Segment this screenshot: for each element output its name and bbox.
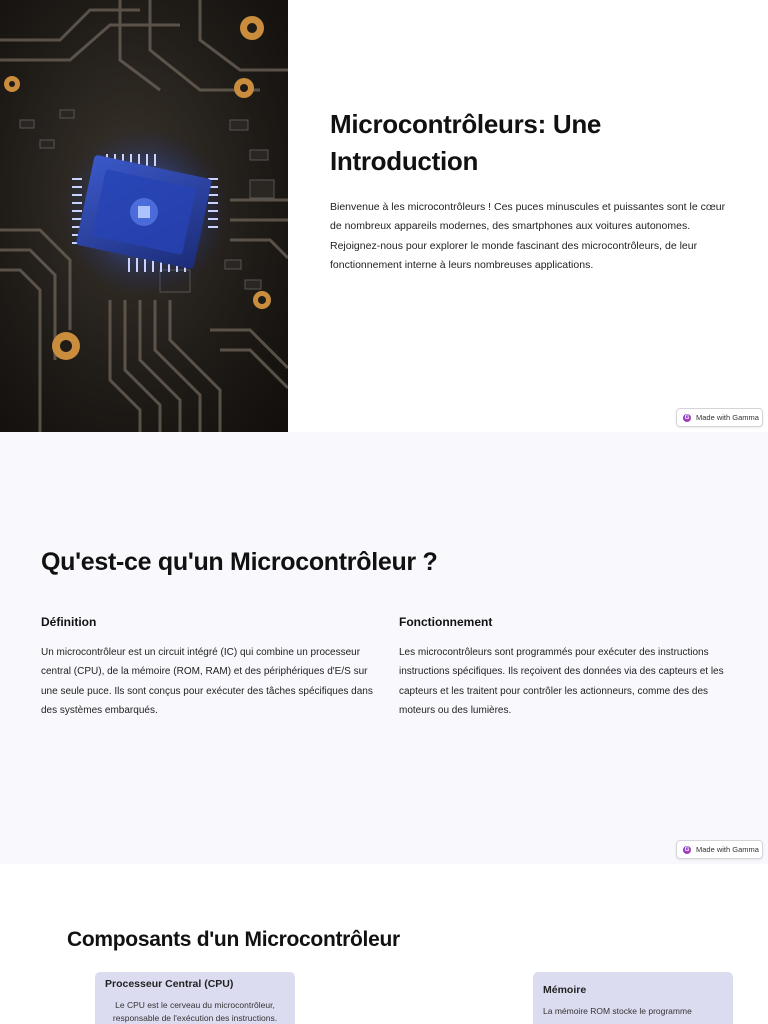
card-text: La mémoire ROM stocke le programme [543, 1006, 692, 1016]
fonctionnement-column [399, 615, 739, 720]
intro-paragraph: Bienvenue à les microcontrôleurs ! Ces puces minuscules et puissantes sont le cœur de nombreux appareils modernes, des smartphones aux voitures autonomes. Rejoignez-nous pour explorer le monde fascinant des microcontrôleurs, de leur fonctionnement interne à leurs nombreuses applications. [330, 201, 726, 271]
made-with-gamma-badge[interactable] [676, 408, 763, 427]
card-heading: Mémoire [543, 984, 587, 996]
slide-intro [0, 0, 768, 432]
definition-heading: Définition [41, 615, 97, 629]
circuit-board-image [0, 0, 288, 432]
section-title: Qu'est-ce qu'un Microcontrôleur ? [41, 548, 438, 576]
page-title: Microcontrôleurs: Une Introduction [330, 109, 602, 176]
card-text: Le CPU est le cerveau du microcontrôleur, responsable de l'exécution des instructions. [112, 1000, 278, 1023]
slide-definition [0, 432, 768, 864]
fonctionnement-heading: Fonctionnement [399, 615, 493, 629]
slide-components [0, 864, 768, 1024]
memory-card [533, 972, 733, 1024]
gamma-logo-icon: G [684, 846, 690, 853]
gamma-logo-icon: G [684, 414, 690, 421]
definition-text: Un microcontrôleur est un circuit intégré (IC) qui combine un processeur central (CPU), de la mémoire (ROM, RAM) et des périphériques d'E/S sur une seule puce. Ils sont conçus pour exécuter des tâches spécifiques dans des systèmes embarqués. [41, 647, 373, 716]
fonctionnement-text: Les microcontrôleurs sont programmés pour exécuter des instructions instructions spécifiques. Ils reçoivent des données via des capteurs et les capteurs et les traitent pour contrôler les actionneurs, comme des des moteurs ou des lumières. [399, 647, 724, 716]
badge-label: Made with Gamma [696, 413, 759, 422]
section-title: Composants d'un Microcontrôleur [67, 928, 400, 951]
card-heading: Processeur Central (CPU) [105, 978, 234, 990]
made-with-gamma-badge[interactable] [676, 840, 763, 859]
definition-column [41, 615, 381, 720]
cpu-card [95, 972, 295, 1024]
badge-label: Made with Gamma [696, 845, 759, 854]
